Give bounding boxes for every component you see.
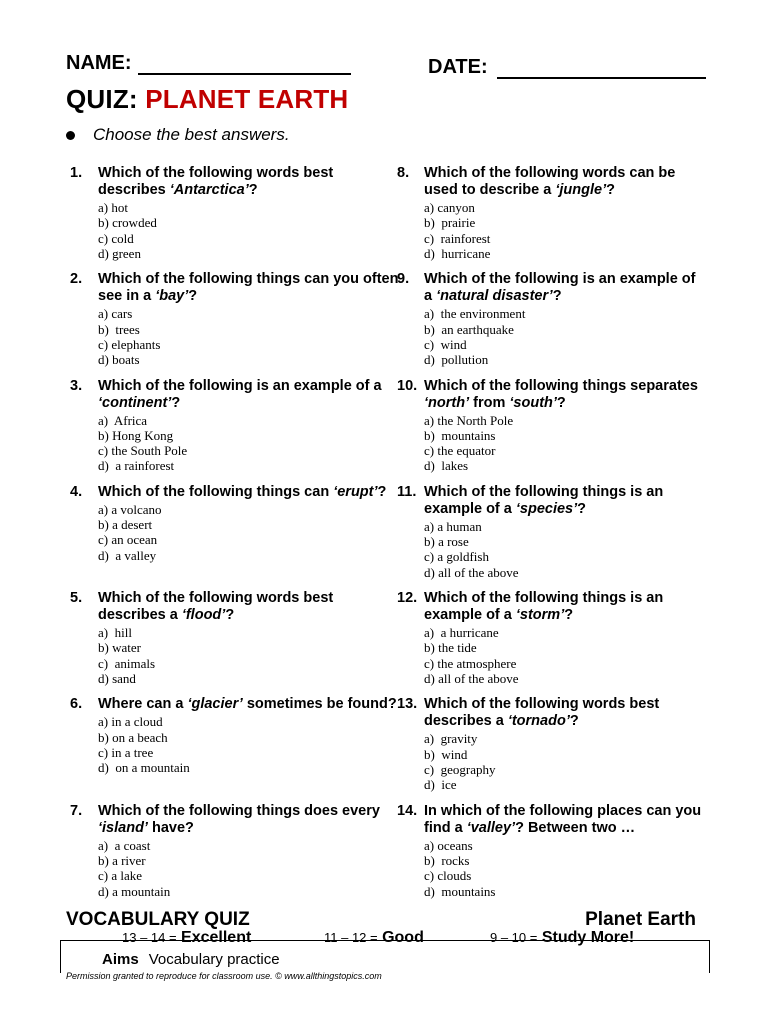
question-keyword: ‘erupt’ — [333, 483, 378, 500]
aims-text: Vocabulary practice — [148, 951, 280, 968]
question-number: 7. — [70, 802, 83, 819]
answer-option[interactable]: d) hurricane — [424, 245, 491, 261]
answer-option[interactable]: d) green — [98, 245, 141, 261]
answer-option[interactable]: b) trees — [98, 321, 140, 337]
answer-option[interactable]: d) a mountain — [98, 883, 171, 899]
answer-option[interactable]: a) cars — [98, 306, 133, 322]
question — [70, 165, 400, 271]
score-good — [324, 929, 424, 947]
question-text-part: ? — [552, 288, 562, 305]
question-text-part: Which of the following things can you often see in a — [98, 271, 399, 305]
score-range: 11 – 12 = — [324, 930, 378, 945]
score-range: 13 – 14 = — [122, 930, 177, 945]
answer-option[interactable]: b) an earthquake — [424, 321, 514, 337]
question-keyword: ‘jungle’ — [555, 182, 607, 198]
question-text-part: ? — [171, 394, 181, 411]
answer-option[interactable]: a) the environment — [424, 306, 526, 322]
question-keyword: ‘species’ — [515, 500, 578, 517]
question — [397, 803, 707, 909]
date-label: DATE: — [428, 56, 488, 78]
question-keyword: ‘continent’ — [98, 394, 172, 411]
question-number: 9. — [397, 271, 410, 288]
answer-options — [98, 625, 400, 686]
question-keyword: ‘flood’ — [181, 607, 226, 624]
question-text-part: Which of the following things can — [98, 483, 334, 500]
answer-option[interactable]: c) in a tree — [98, 745, 154, 761]
question-text-part: Which of the following things is an example of a — [424, 483, 664, 517]
answer-option[interactable]: c) the atmosphere — [424, 655, 517, 671]
quiz-title — [66, 84, 348, 115]
answer-options — [98, 714, 400, 775]
answer-option[interactable]: d) all of the above — [424, 671, 519, 687]
answer-option[interactable]: c) rainforest — [424, 230, 491, 246]
answer-option[interactable]: b) the tide — [424, 640, 477, 656]
question-text — [424, 803, 707, 837]
question-number: 10. — [397, 377, 418, 394]
question-text — [424, 590, 707, 624]
answer-option[interactable]: c) animals — [98, 655, 156, 671]
answer-option[interactable]: d) all of the above — [424, 564, 519, 580]
question-number: 12. — [397, 590, 418, 607]
question — [70, 378, 400, 484]
aims — [102, 951, 280, 968]
question — [397, 165, 707, 271]
answer-options — [98, 413, 400, 474]
question-text-part: ? — [377, 483, 387, 500]
answer-option[interactable]: d) ice — [424, 777, 457, 793]
question-text-part: have? — [147, 819, 194, 836]
question — [70, 484, 400, 590]
answer-option[interactable]: a) hot — [98, 200, 128, 215]
answer-option[interactable]: a) Africa — [98, 412, 148, 428]
answer-option[interactable]: c) an ocean — [98, 532, 158, 548]
question-text-part: Which of the following is an example of a — [98, 377, 382, 394]
answer-option[interactable]: a) oceans — [424, 837, 473, 853]
question-keyword: ‘bay’ — [155, 288, 189, 305]
answer-option[interactable]: a) hill — [98, 625, 132, 641]
answer-option[interactable]: c) a lake — [98, 868, 143, 884]
answer-option[interactable]: a) a human — [424, 518, 482, 534]
answer-option[interactable]: c) the equator — [424, 443, 496, 459]
score-label: Excellent — [181, 929, 252, 946]
quiz-title-main: PLANET EARTH — [145, 84, 349, 114]
answer-option[interactable]: d) a rainforest — [98, 458, 175, 474]
question-text-part: Which of the following things separates — [424, 377, 698, 394]
question-number: 4. — [70, 483, 83, 500]
question-text — [98, 271, 400, 305]
question-text — [424, 696, 707, 730]
question-text-part: ? Between two … — [515, 819, 636, 836]
answer-option[interactable]: b) on a beach — [98, 729, 168, 745]
question — [397, 378, 707, 484]
answer-option[interactable]: b) rocks — [424, 853, 470, 869]
question-text-part: Which of the following words best describes a — [98, 590, 334, 624]
question-number: 11. — [397, 483, 417, 500]
name-label: NAME: — [66, 52, 132, 74]
question-text — [424, 378, 707, 412]
question-text-part: Which of the following words best describes a — [424, 696, 660, 730]
question-text — [98, 378, 400, 412]
question-text-part: ? — [577, 500, 586, 517]
question-keyword: ‘Antarctica’ — [169, 182, 249, 198]
question-text-part: Which of the following things is an example of a — [424, 590, 664, 624]
date-line[interactable] — [497, 77, 706, 79]
question-text — [98, 803, 400, 837]
answer-options — [424, 838, 707, 899]
question-keyword: ‘island’ — [98, 819, 148, 836]
question-keyword: ‘south’ — [509, 394, 557, 411]
question — [397, 696, 707, 802]
answer-option[interactable]: a) gravity — [424, 731, 478, 747]
answer-option[interactable]: d) mountains — [424, 883, 496, 899]
answer-options — [98, 502, 400, 563]
question-number: 5. — [70, 590, 83, 607]
footer-title: VOCABULARY QUIZ — [66, 909, 250, 930]
question-text-part: Where can a — [98, 696, 188, 713]
quiz-title-prefix: QUIZ: — [66, 84, 138, 114]
question-text-part: ? — [248, 182, 258, 198]
aims-label: Aims — [102, 951, 139, 968]
answer-option[interactable]: c) the South Pole — [98, 443, 188, 459]
answer-option[interactable]: d) on a mountain — [98, 760, 190, 776]
answer-option[interactable]: b) a desert — [98, 517, 153, 533]
question-text-part: ? — [188, 288, 198, 305]
question — [397, 484, 707, 590]
answer-option[interactable]: b) wind — [424, 746, 468, 762]
question — [70, 696, 400, 802]
question-text-part: ? — [569, 713, 579, 730]
permission-note: Permission granted to reproduce for classroom use. © www.allthingstopics.com — [66, 971, 382, 981]
question-text-part: sometimes be found? — [242, 696, 397, 713]
question-keyword: ‘glacier’ — [187, 696, 243, 713]
name-line[interactable] — [138, 73, 351, 75]
question-text — [98, 165, 400, 199]
answer-option[interactable]: b) water — [98, 640, 141, 656]
question-keyword: ‘tornado’ — [507, 713, 570, 730]
question — [70, 271, 400, 377]
footer-subject: Planet Earth — [585, 909, 696, 930]
question-text — [424, 165, 707, 199]
question-text-part: ? — [564, 607, 574, 624]
question-text-part: In which of the following places can you find a — [424, 802, 702, 836]
answer-option[interactable]: b) prairie — [424, 215, 476, 231]
answer-options — [424, 519, 707, 580]
question-text-part: Which of the following words best describes — [98, 165, 334, 198]
question — [70, 803, 400, 909]
bullet-icon — [66, 131, 75, 140]
question-text-part: Which of the following is an example of a — [424, 271, 696, 305]
answer-option[interactable]: a) a volcano — [98, 501, 162, 517]
answer-option[interactable]: a) a hurricane — [424, 625, 499, 641]
question-keyword: ‘north’ — [424, 394, 470, 411]
answer-options — [98, 200, 400, 261]
answer-option[interactable]: d) lakes — [424, 458, 469, 474]
answer-options — [424, 200, 707, 261]
answer-option[interactable]: b) mountains — [424, 427, 496, 443]
answer-option[interactable]: c) elephants — [98, 336, 161, 352]
score-label: Good — [382, 929, 424, 946]
question-number: 8. — [397, 165, 410, 181]
answer-option[interactable]: b) Hong Kong — [98, 427, 174, 443]
question-number: 13. — [397, 696, 418, 713]
question-text-part: ? — [556, 394, 566, 411]
question-text-part: from — [469, 394, 510, 411]
question-text — [424, 271, 707, 305]
question-number: 6. — [70, 696, 83, 713]
score-study-more — [490, 929, 634, 947]
question-number: 3. — [70, 377, 83, 394]
question-keyword: ‘valley’ — [466, 819, 516, 836]
answer-options — [98, 838, 400, 899]
answer-option[interactable]: c) wind — [424, 336, 467, 352]
question — [397, 590, 707, 696]
answer-option[interactable]: b) crowded — [98, 215, 157, 231]
question-text-part: Which of the following words can be used to describe a — [424, 165, 676, 198]
answer-option[interactable]: c) geography — [424, 762, 496, 778]
answer-option[interactable]: b) a river — [98, 853, 146, 869]
instruction-text: Choose the best answers. — [93, 125, 290, 144]
answer-option[interactable]: a) the North Pole — [424, 412, 514, 428]
question-number: 14. — [397, 802, 418, 819]
question-text — [424, 484, 707, 518]
question-keyword: ‘natural disaster’ — [436, 288, 553, 305]
answer-options — [424, 306, 707, 367]
answer-option[interactable]: a) a coast — [98, 837, 151, 853]
answer-option[interactable]: c) a goldfish — [424, 549, 489, 565]
answer-option[interactable]: c) cold — [98, 230, 134, 246]
question-number: 2. — [70, 271, 83, 288]
answer-option[interactable]: a) canyon — [424, 200, 475, 215]
instruction — [66, 125, 290, 145]
answer-option[interactable]: d) boats — [98, 352, 140, 368]
answer-option[interactable]: b) a rose — [424, 534, 469, 550]
score-label: Study More! — [541, 929, 635, 946]
answer-option[interactable]: d) a valley — [98, 547, 157, 563]
question — [397, 271, 707, 377]
answer-option[interactable]: c) clouds — [424, 868, 472, 884]
score-range: 9 – 10 = — [490, 930, 538, 945]
questions-left-column — [70, 165, 400, 909]
answer-option[interactable]: d) sand — [98, 671, 136, 687]
question-text — [98, 590, 400, 624]
question-keyword: ‘storm’ — [515, 607, 565, 624]
answer-options — [424, 625, 707, 686]
score-excellent — [122, 929, 251, 947]
question-text-part: ? — [606, 182, 615, 198]
question-number: 1. — [70, 165, 83, 181]
answer-options — [424, 731, 707, 792]
question-text — [98, 696, 400, 713]
answer-option[interactable]: a) in a cloud — [98, 714, 163, 730]
answer-option[interactable]: d) pollution — [424, 352, 489, 368]
question — [70, 590, 400, 696]
question-text-part: Which of the following things does every — [98, 802, 380, 819]
answer-options — [424, 413, 707, 474]
questions-right-column — [397, 165, 707, 909]
question-text-part: ? — [225, 607, 235, 624]
answer-options — [98, 306, 400, 367]
question-text — [98, 484, 400, 501]
